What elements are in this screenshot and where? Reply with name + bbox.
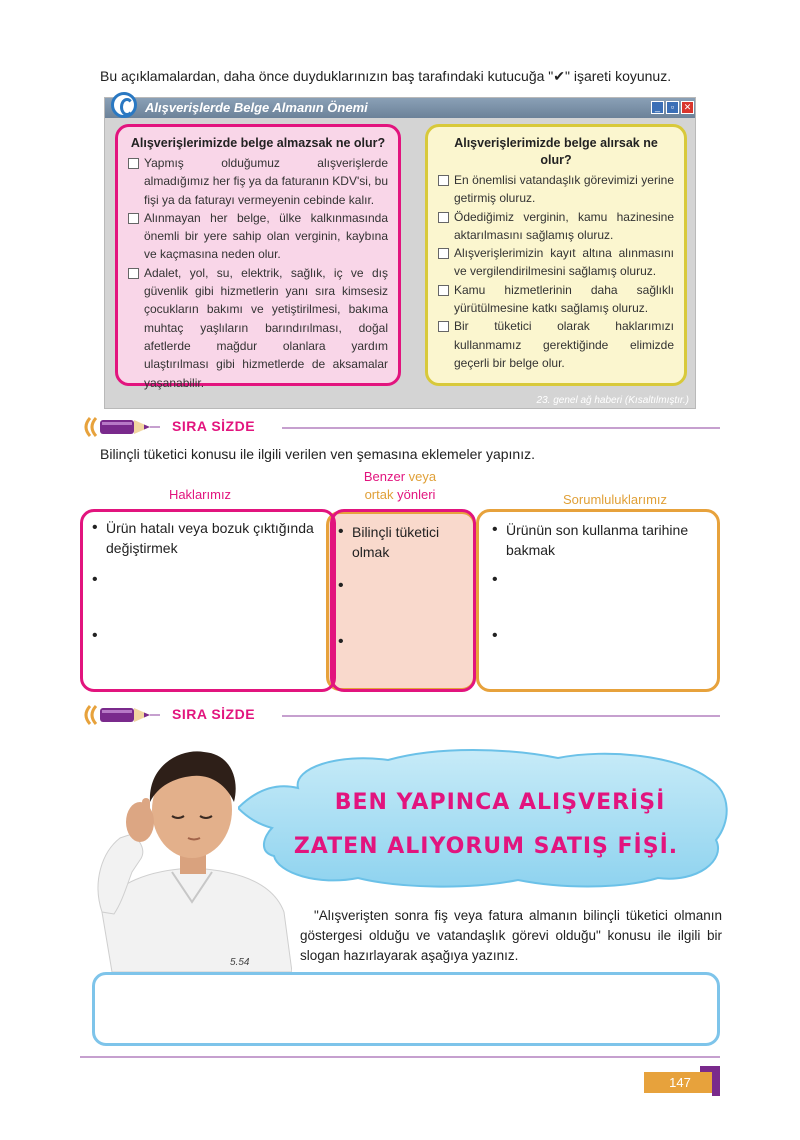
checklist-item bbox=[438, 317, 674, 372]
item-text: Adalet, yol, su, elektrik, sağlık, iç ve dış güvenlik gibi hizmetlerin yanı sıra kimsesiz çocukların bakımı ve yetiştirilmesi, bakıma muhtaç yaşlıların barındırılması, doğal afetlerde mağdur olanlara yardım ulaştırılması gibi hizmetlerde de aksamalar yaşanabilir. bbox=[144, 265, 388, 390]
panel-with-receipt bbox=[425, 124, 687, 386]
panel-heading: Alışverişlerimizde belge almazsak ne olur? bbox=[130, 136, 386, 150]
checkbox[interactable] bbox=[438, 175, 449, 186]
venn-instruction: Bilinçli tüketici konusu ile ilgili verilen ven şemasına eklemeler yapınız. bbox=[100, 446, 535, 462]
checkbox[interactable] bbox=[438, 248, 449, 259]
pencil-icon bbox=[80, 416, 160, 438]
mid-heading-word: Benzer bbox=[363, 469, 406, 484]
venn-middle-item: • Bilinçli tüketici olmak bbox=[336, 522, 468, 562]
checkbox[interactable] bbox=[438, 285, 449, 296]
mid-heading-word: yönleri bbox=[397, 487, 436, 502]
photo-number: 5.54 bbox=[230, 957, 250, 968]
slogan-instruction: "Alışverişten sonra fiş veya fatura almanın bilinçli tüketici olmanın göstergesi olduğu ve vatandaşlık görevi olduğu" konusu ile ilgili bir slogan hazırlayarak aşağıya yazınız. bbox=[300, 908, 722, 963]
mid-heading-word: ortak bbox=[364, 487, 394, 502]
logo-icon bbox=[111, 92, 137, 118]
venn-right-item: • Ürünün son kullanma tarihine bakmak bbox=[490, 520, 712, 560]
section-label: SIRA SİZDE bbox=[172, 706, 256, 722]
bubble-line: BEN YAPINCA ALIŞVERİŞİ bbox=[334, 790, 666, 815]
window-title: Alışverişlerde Belge Almanın Önemi bbox=[105, 98, 695, 118]
maximize-icon: ▫ bbox=[666, 101, 679, 114]
section-label: SIRA SİZDE bbox=[172, 418, 256, 434]
item-text: Alınmayan her belge, ülke kalkınmasında önemli bir yere sahip olan verginin, kaybına ve kaçmasına neden olur. bbox=[144, 210, 388, 262]
section-divider bbox=[282, 715, 720, 717]
checklist-item bbox=[128, 264, 388, 392]
window-caption: 23. genel ağ haberi (Kısaltılmıştır.) bbox=[536, 395, 689, 406]
panel-without-receipt bbox=[115, 124, 401, 390]
checkbox[interactable] bbox=[128, 268, 139, 279]
minimize-icon: _ bbox=[651, 101, 664, 114]
info-window bbox=[104, 97, 696, 409]
footer-divider bbox=[80, 1056, 720, 1058]
checkbox[interactable] bbox=[438, 212, 449, 223]
pencil-icon bbox=[80, 704, 160, 726]
speech-bubble bbox=[238, 748, 728, 888]
checklist-item bbox=[128, 154, 388, 209]
checklist-item bbox=[438, 244, 674, 281]
slogan-answer-box[interactable] bbox=[92, 972, 720, 1046]
mid-heading-word: veya bbox=[408, 469, 437, 484]
section-divider bbox=[282, 427, 720, 429]
checkbox[interactable] bbox=[438, 321, 449, 332]
page-number: 147 bbox=[644, 1072, 716, 1093]
checklist-item bbox=[438, 171, 674, 208]
checklist-item bbox=[128, 209, 388, 264]
bubble-line: ZATEN ALIYORUM SATIŞ FİŞİ. bbox=[293, 834, 679, 859]
item-text: Ödediğimiz verginin, kamu hazinesine aktarılmasını sağlamış oluruz. bbox=[454, 209, 674, 242]
venn-right-heading: Sorumluluklarımız bbox=[562, 492, 668, 507]
page-corner-decoration bbox=[712, 1066, 720, 1096]
item-text: Kamu hizmetlerinin daha sağlıklı yürütülmesine katkı sağlamış oluruz. bbox=[454, 282, 674, 316]
checklist-item bbox=[438, 281, 674, 318]
item-text: Alışverişlerimizin kayıt altına alınmasını ve vergilendirilmesini sağlamış oluruz. bbox=[454, 246, 674, 279]
intro-instruction: Bu açıklamalardan, daha önce duyduklarınızın baş tarafındaki kutucuğa "✔" işareti koyunuz. bbox=[100, 68, 672, 84]
panel-heading: Alışverişlerimizde belge alırsak ne olur? bbox=[454, 136, 658, 167]
item-text: En önemlisi vatandaşlık görevimizi yerine getirmiş oluruz. bbox=[454, 173, 674, 206]
checkbox[interactable] bbox=[128, 158, 139, 169]
checkbox[interactable] bbox=[128, 213, 139, 224]
item-text: Bir tüketici olarak haklarımızı kullanmamız gerektiğinde elimizde geçerli bir belge olur. bbox=[454, 319, 674, 370]
close-icon: ✕ bbox=[681, 101, 694, 114]
venn-left-heading: Haklarımız bbox=[168, 487, 232, 502]
item-text: Yapmış olduğumuz alışverişlerde almadığımız her fiş ya da faturanın KDV'si, bu fişi ya da faturayı vermeyenin cebinde kalır. bbox=[144, 156, 388, 207]
boy-thinking-image bbox=[92, 742, 292, 972]
venn-middle-heading bbox=[346, 468, 454, 504]
checklist-item bbox=[438, 208, 674, 245]
venn-left-item: • Ürün hatalı veya bozuk çıktığında değiştirmek bbox=[90, 518, 330, 558]
